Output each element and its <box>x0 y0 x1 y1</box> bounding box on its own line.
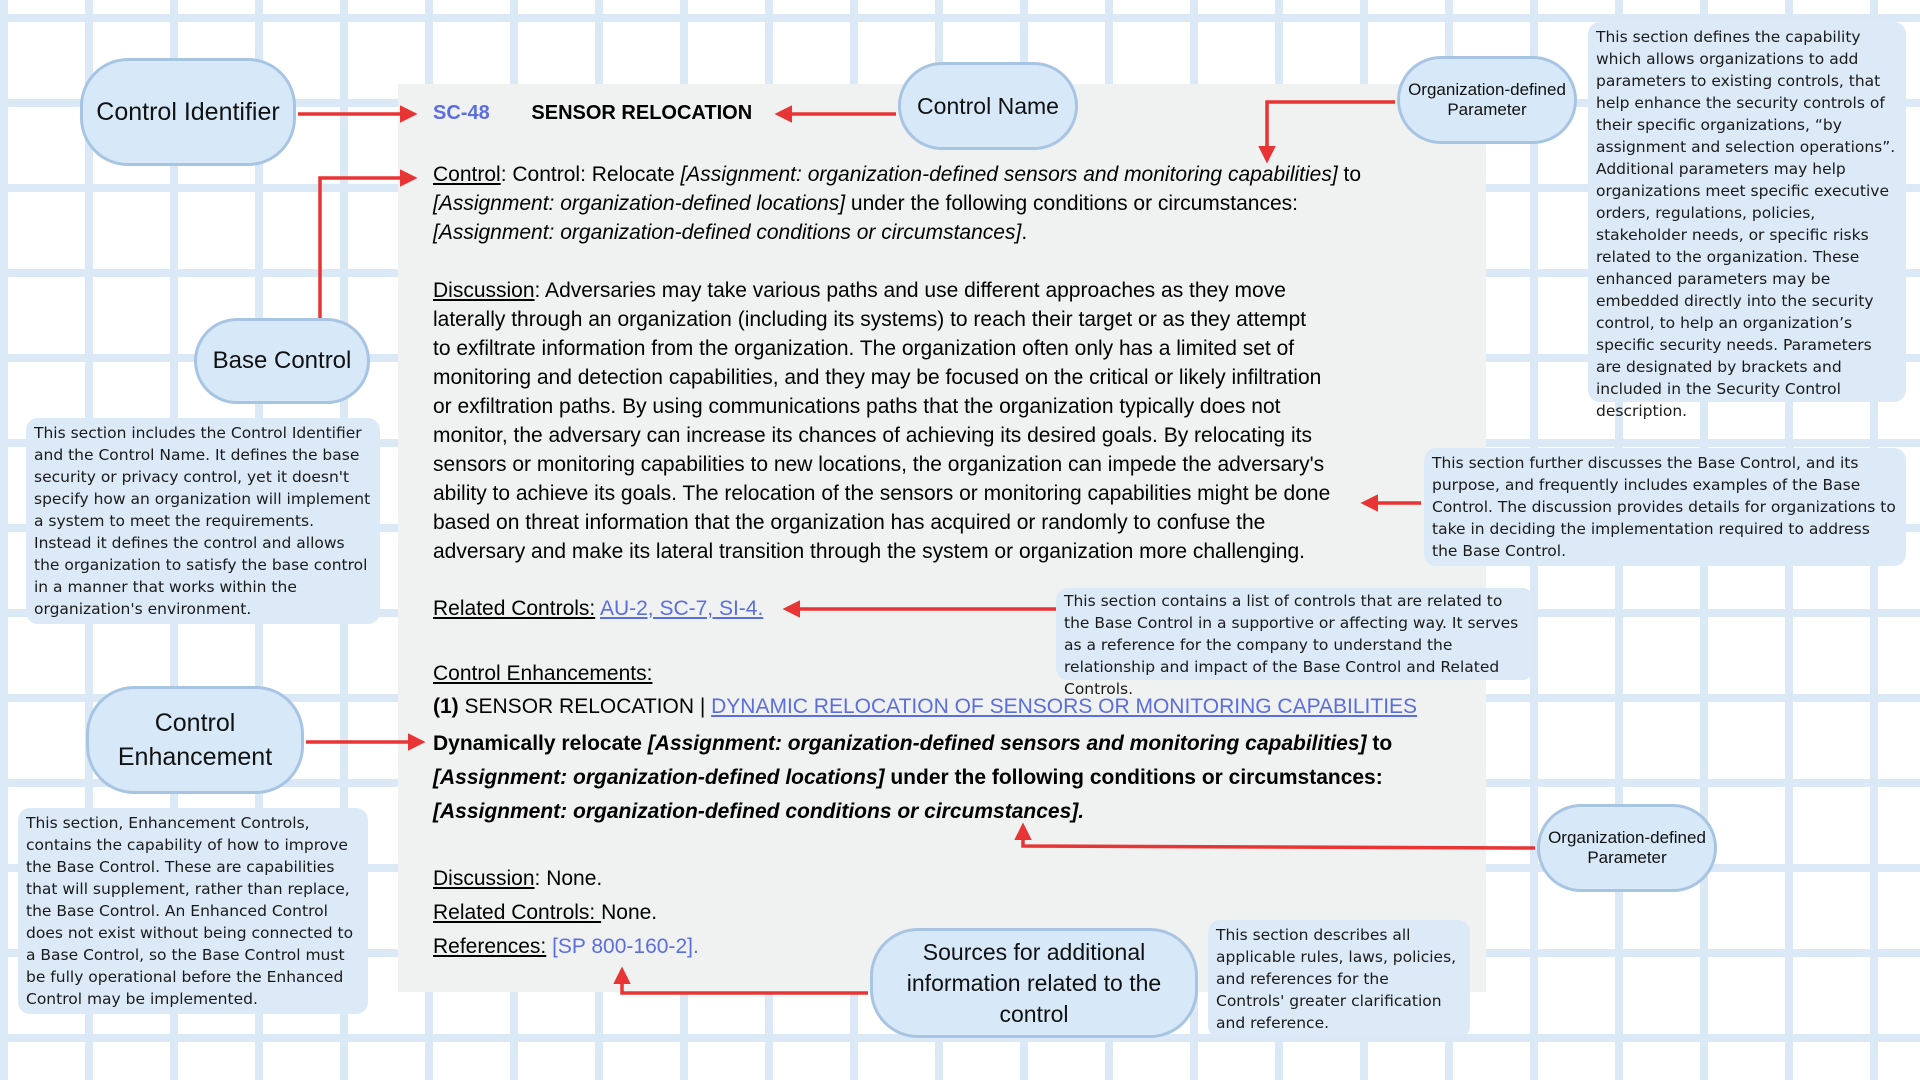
enhancement-link[interactable]: DYNAMIC RELOCATION OF SENSORS OR MONITORING CAPABILITIES <box>711 695 1418 718</box>
arrow-base-control <box>320 178 414 318</box>
enhancement-text: to <box>1366 732 1393 755</box>
enhancement-text: Dynamically relocate <box>433 732 648 755</box>
enhancement-title: SENSOR RELOCATION | <box>458 695 712 718</box>
bubble-label: Sources for additional information related to the control <box>906 938 1162 1027</box>
enhancement-note: This section, Enhancement Controls, contains the capability of how to improve the Base Control. These are capabilities that will supplement, rather than replace, the Base Control. An Enhanced Control does not exist without being connected to a Base Control, so the Base Control must be fully operational before the Enhanced Control may be implemented. <box>18 808 368 1014</box>
enhancement-param: [Assignment: organization-defined conditions or circumstances]. <box>433 800 1085 823</box>
discussion-line: monitor, the adversary can increase its chances of achieving its desired goals. By relocating its <box>433 424 1312 447</box>
discussion-line: or exfiltration paths. By using communications paths that the organization typically does not <box>433 395 1281 418</box>
control-text: : Control: Relocate <box>500 163 681 186</box>
enh-discussion-text: : None. <box>534 867 603 890</box>
control-text: under the following conditions or circumstances: <box>845 192 1298 215</box>
bubble-label: Control Enhancement <box>117 709 273 771</box>
discussion-line: monitoring and detection capabilities, and they may be focused on the critical or likely infiltration <box>433 366 1322 389</box>
discussion-line: to exfiltrate information from the organization. The organization often only has a limited set of <box>433 337 1295 360</box>
references-link[interactable]: [SP 800-160-2]. <box>552 935 699 958</box>
related-controls-note: This section contains a list of controls that are related to the Base Control in a supportive or affecting way. It serves as a reference for the company to understand the relationship and impact of the Base Control and Related Controls. <box>1056 588 1534 680</box>
arrow-param-top <box>1267 102 1395 160</box>
bubble-label: Organization-defined Parameter <box>1548 828 1706 867</box>
bubble-label: Control Identifier <box>96 97 280 126</box>
enhancement-param: [Assignment: organization-defined sensors and monitoring capabilities] <box>647 732 1367 755</box>
control-param: [Assignment: organization-defined conditions or circumstances] <box>433 221 1022 244</box>
enh-related-text: None. <box>601 901 658 924</box>
discussion-line: ability to achieve its goals. The relocation of the sensors or monitoring capabilities might be done <box>433 482 1331 505</box>
references-heading: References: <box>433 935 547 958</box>
control-identifier: SC-48 <box>433 102 490 124</box>
bubble-label: Organization-defined Parameter <box>1408 80 1566 119</box>
enh-related-heading: Related Controls: <box>433 901 602 924</box>
related-heading: Related Controls: <box>433 597 596 620</box>
bubble-label: Base Control <box>212 347 352 374</box>
references-note: This section describes all applicable rules, laws, policies, and references for the Controls' greater clarification and reference. <box>1208 920 1470 1038</box>
control-param: [Assignment: organization-defined locations] <box>433 192 846 215</box>
discussion-line: based on threat information that the organization has acquired or randomly to confuse the <box>433 511 1266 534</box>
discussion-line: adversary and make its lateral transition through the system or organization more challenging. <box>433 540 1305 563</box>
enhancement-number: (1) <box>433 695 459 718</box>
control-name: SENSOR RELOCATION <box>531 102 753 124</box>
discussion-heading: Discussion <box>433 279 535 302</box>
control-param: [Assignment: organization-defined sensors and monitoring capabilities] <box>680 163 1338 186</box>
parameters-note: This section defines the capability which allows organizations to add parameters to existing controls, that help enhance the security controls of their specific organizations, “by assignment and selection operations”. Additional parameters may help organizations meet specific executive orders, regulations, policies, stakeholder needs, or specific risks related to the organization. These enhanced parameters may be embedded directly into the security control, to help an organization’s specific security needs. Parameters are designated by brackets and included in the Security Control description. <box>1588 22 1906 402</box>
arrow-sources <box>622 970 868 993</box>
discussion-note: This section further discusses the Base Control, and its purpose, and frequently includes examples of the Base Control. The discussion provides details for organizations to take in deciding the implementation required to address the Base Control. <box>1424 448 1906 566</box>
related-controls-link[interactable]: AU-2, SC-7, SI-4. <box>599 597 764 620</box>
discussion-line: : Adversaries may take various paths and use different approaches as they move <box>534 279 1286 302</box>
enh-discussion-heading: Discussion <box>433 867 535 890</box>
base-control-note: This section includes the Control Identifier and the Control Name. It defines the base security or privacy control, yet it doesn't specify how an organization will implement a system to meet the requirements. Instead it defines the control and allows the organization to satisfy the base control in a manner that works within the organization's environment. <box>26 418 380 624</box>
enhancement-text: under the following conditions or circumstances: <box>884 766 1383 789</box>
enhancements-heading: Control Enhancements: <box>433 662 653 685</box>
discussion-line: laterally through an organization (including its systems) to reach their target or as they attempt <box>433 308 1307 331</box>
discussion-line: sensors or monitoring capabilities to new locations, the organization can impede the adversary's <box>433 453 1325 476</box>
control-text: . <box>1021 221 1028 244</box>
arrow-param-bottom <box>1023 826 1535 848</box>
control-text: to <box>1337 163 1362 186</box>
enhancement-param: [Assignment: organization-defined locations] <box>433 766 885 789</box>
bubble-label: Control Name <box>917 92 1059 119</box>
control-heading: Control <box>433 163 501 186</box>
